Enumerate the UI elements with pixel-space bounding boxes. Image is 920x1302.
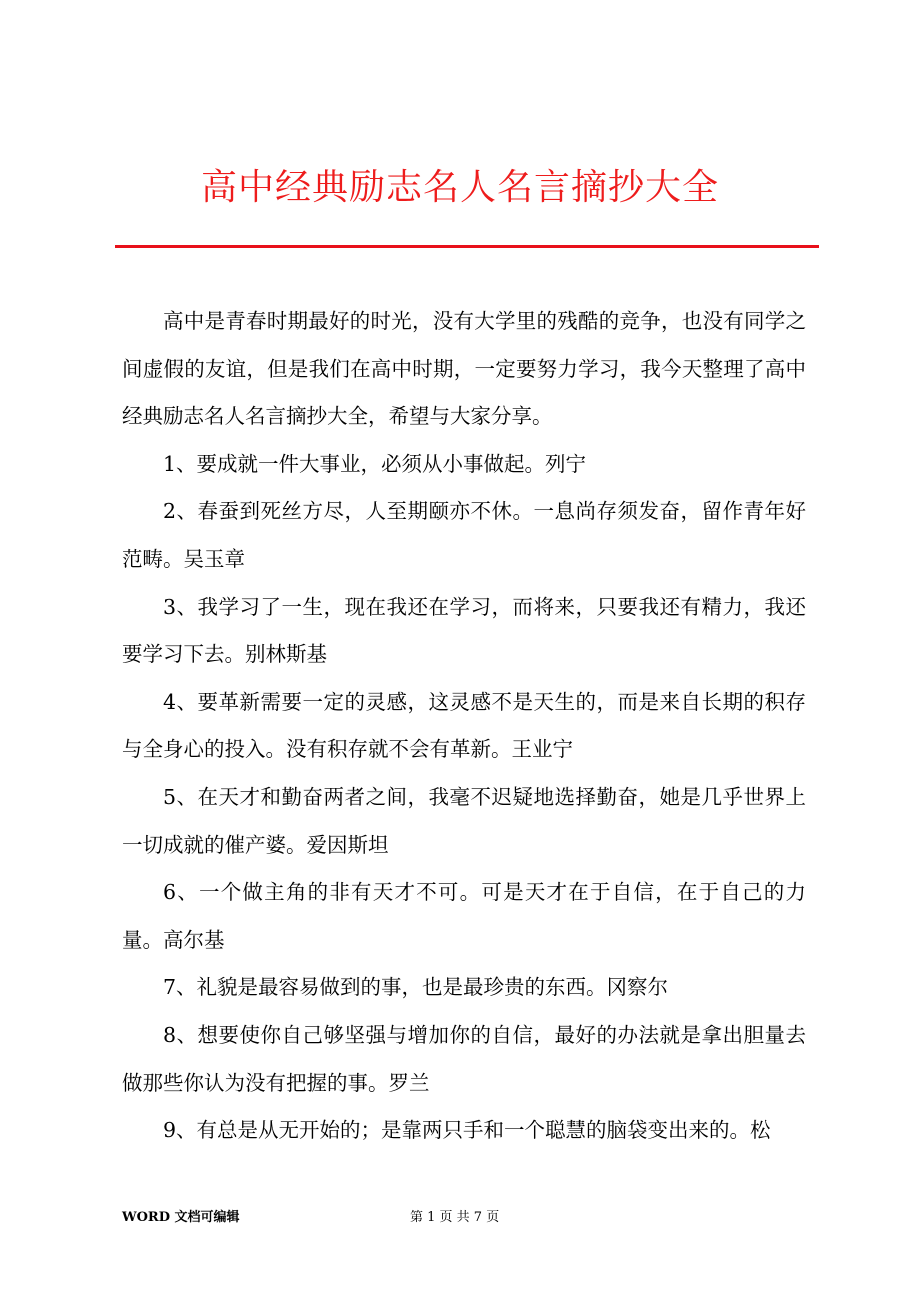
quote-paragraph: 7、礼貌是最容易做到的事，也是最珍贵的东西。冈察尔: [163, 975, 669, 1000]
quote-paragraph: 8、想要使你自己够坚强与增加你的自信，最好的办法就是拿出胆量去做那些你认为没有把握的事。罗兰: [122, 1022, 806, 1095]
quote-paragraph: 6、一个做主角的非有天才不可。可是天才在于自信，在于自己的力量。高尔基: [122, 880, 806, 952]
quote-paragraph: 2、春蚕到死丝方尽，人至期颐亦不休。一息尚存须发奋，留作青年好范畴。吴玉章: [122, 499, 806, 571]
quote-paragraph: 1、要成就一件大事业，必须从小事做起。列宁: [163, 451, 587, 476]
quote-paragraph: 9、有总是从无开始的；是靠两只手和一个聪慧的脑袋变出来的。松: [163, 1118, 771, 1143]
document-body: [122, 298, 806, 1155]
quote-paragraph: 4、要革新需要一定的灵感，这灵感不是天生的，而是来自长期的积存与全身心的投入。没有积存就不会有革新。王业宁: [122, 689, 806, 762]
title-divider: [115, 245, 819, 248]
quote-paragraph: 3、我学习了一生，现在我还在学习，而将来，只要我还有精力，我还要学习下去。别林斯基: [122, 594, 806, 667]
quote-paragraph: 5、在天才和勤奋两者之间，我毫不迟疑地选择勤奋，她是几乎世界上一切成就的催产婆。爱因斯坦: [122, 784, 806, 857]
footer-editable-note: WORD 文档可编辑: [122, 1210, 240, 1225]
intro-paragraph: 高中是青春时期最好的时光，没有大学里的残酷的竞争，也没有同学之间虚假的友谊，但是我们在高中时期，一定要努力学习，我今天整理了高中经典励志名人名言摘抄大全，希望与大家分享。: [122, 309, 806, 429]
page-title: 高中经典励志名人名言摘抄大全: [200, 167, 719, 208]
footer-page-number: 第 1 页 共 7 页: [410, 1210, 500, 1225]
